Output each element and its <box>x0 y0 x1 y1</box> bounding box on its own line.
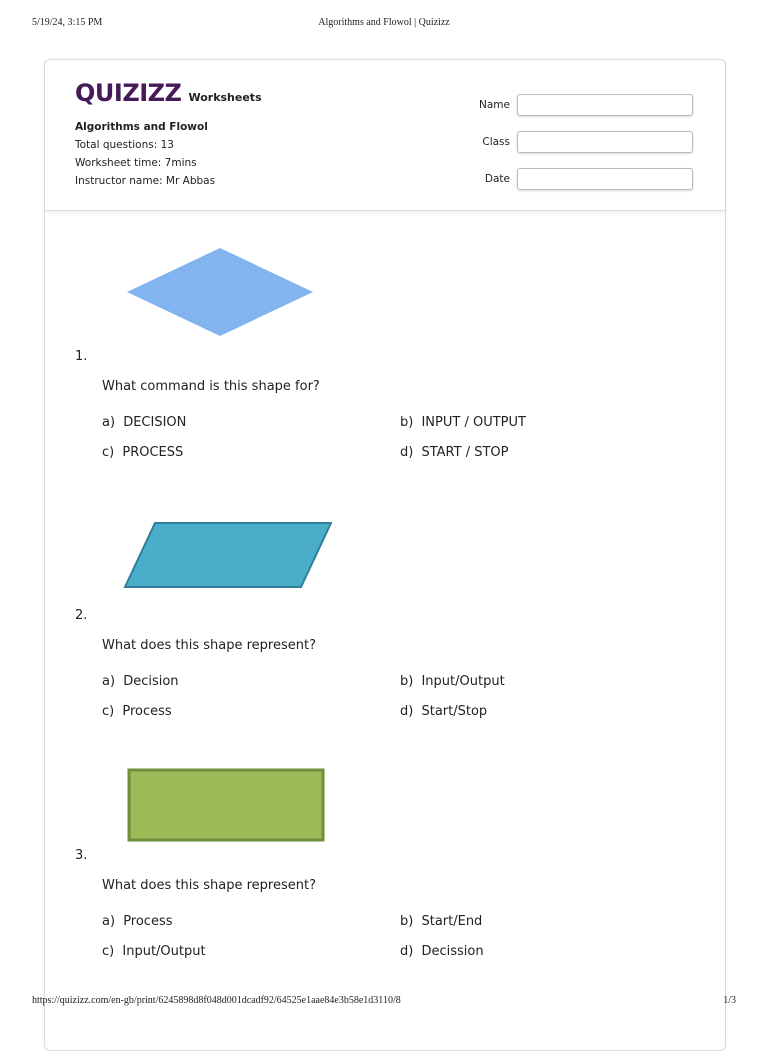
print-datetime: 5/19/24, 3:15 PM <box>32 17 103 28</box>
class-field-row <box>475 123 693 160</box>
option-text: Process <box>122 704 172 719</box>
worksheet-info <box>75 118 215 190</box>
option-d <box>400 704 487 719</box>
option-c <box>102 944 206 959</box>
option-b <box>400 415 526 430</box>
option-letter: a) <box>102 415 116 430</box>
worksheet-header <box>45 60 725 211</box>
option-d <box>400 944 484 959</box>
parallelogram-shape-image <box>123 520 335 590</box>
class-label: Class <box>482 135 510 148</box>
name-field[interactable] <box>517 94 693 116</box>
question-text: What command is this shape for? <box>102 379 320 394</box>
option-a <box>102 674 179 689</box>
option-letter: c) <box>102 704 115 719</box>
option-d <box>400 445 508 460</box>
date-field[interactable] <box>517 168 693 190</box>
logo-wordmark: QUIZIZZ <box>75 79 182 107</box>
print-page-number: 1/3 <box>723 995 736 1006</box>
option-letter: a) <box>102 914 116 929</box>
class-field[interactable] <box>517 131 693 153</box>
option-letter: b) <box>400 415 414 430</box>
option-text: Start/Stop <box>421 704 488 719</box>
option-c <box>102 445 183 460</box>
option-text: Decission <box>421 944 484 959</box>
option-text: Decision <box>123 674 179 689</box>
option-letter: d) <box>400 445 414 460</box>
question-text: What does this shape represent? <box>102 638 316 653</box>
date-field-row <box>475 160 693 197</box>
option-letter: d) <box>400 944 414 959</box>
question-number: 1. <box>75 349 88 364</box>
option-text: Input/Output <box>122 944 206 959</box>
date-label: Date <box>484 172 510 185</box>
instructor-name: Instructor name: Mr Abbas <box>75 175 216 187</box>
worksheet-card <box>44 59 726 1051</box>
option-text: START / STOP <box>421 445 509 460</box>
total-questions: Total questions: 13 <box>75 139 174 151</box>
option-text: Process <box>123 914 173 929</box>
question-number: 2. <box>75 608 88 623</box>
quizizz-logo <box>75 79 262 107</box>
option-text: Start/End <box>421 914 483 929</box>
rectangle-shape-image <box>127 768 325 842</box>
option-c <box>102 704 172 719</box>
option-text: DECISION <box>123 415 187 430</box>
print-url: https://quizizz.com/en-gb/print/6245898d8f048d001dcadf92/64525e1aae84e3b58e1d3110/8 <box>32 995 401 1006</box>
option-text: PROCESS <box>122 445 184 460</box>
option-b <box>400 914 482 929</box>
question-number: 3. <box>75 848 88 863</box>
option-a <box>102 914 173 929</box>
option-letter: d) <box>400 704 414 719</box>
student-fields <box>475 86 693 197</box>
option-letter: c) <box>102 445 115 460</box>
name-label: Name <box>479 98 510 111</box>
question-text: What does this shape represent? <box>102 878 316 893</box>
option-letter: a) <box>102 674 116 689</box>
option-letter: b) <box>400 914 414 929</box>
option-text: Input/Output <box>421 674 505 689</box>
option-a <box>102 415 186 430</box>
diamond-shape-image <box>125 246 315 338</box>
option-letter: b) <box>400 674 414 689</box>
worksheet-time: Worksheet time: 7mins <box>75 157 197 169</box>
name-field-row <box>475 86 693 123</box>
option-text: INPUT / OUTPUT <box>421 415 526 430</box>
logo-subtitle: Worksheets <box>188 91 262 104</box>
option-letter: c) <box>102 944 115 959</box>
option-b <box>400 674 505 689</box>
worksheet-title: Algorithms and Flowol <box>75 121 208 133</box>
print-title: Algorithms and Flowol | Quizizz <box>318 17 450 28</box>
